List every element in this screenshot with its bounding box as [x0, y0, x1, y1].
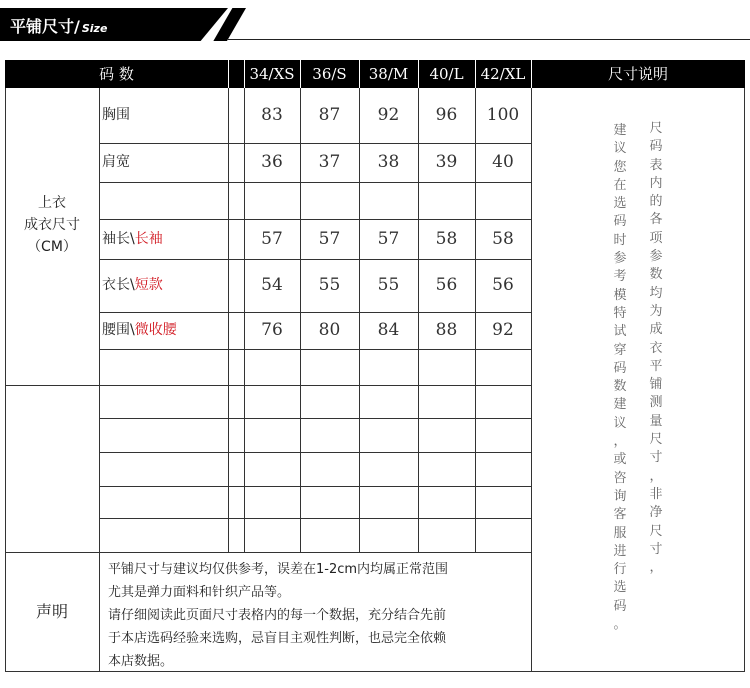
- note-char: 进: [613, 543, 627, 559]
- note-char: 您: [613, 159, 627, 175]
- note-char: 数: [613, 379, 627, 395]
- note-char: 测: [649, 395, 663, 411]
- size-value: [418, 182, 475, 219]
- size-value: 92: [492, 320, 514, 340]
- grid-hline: [99, 552, 531, 553]
- header-separator: [228, 60, 229, 88]
- size-value: 36: [261, 152, 283, 172]
- size-value: 100: [486, 105, 520, 125]
- section-label-line: 成衣尺寸: [24, 217, 80, 233]
- row-label-text: 腰围\: [102, 322, 135, 338]
- note-char: 参: [613, 251, 627, 267]
- size-value: 88: [435, 320, 458, 340]
- grid-vline: [99, 88, 100, 672]
- note-char: 议: [613, 415, 627, 431]
- size-header-3: 40/L: [429, 65, 464, 83]
- size-value: 55: [318, 275, 341, 295]
- row-label-text: 袖长\: [102, 231, 135, 247]
- note-char: 尺: [649, 121, 663, 136]
- note-char: 数: [649, 267, 663, 283]
- note-char: 客: [613, 507, 627, 523]
- row-label-text: 胸围: [102, 107, 130, 123]
- grid-hline: [99, 385, 531, 386]
- size-value: 57: [318, 229, 341, 249]
- size-value: 80: [318, 320, 341, 340]
- size-value: 84: [377, 320, 400, 340]
- grid-hline: [5, 385, 99, 386]
- row-label: [102, 143, 130, 182]
- note-char: 项: [649, 230, 663, 246]
- size-header-2: 38/M: [368, 65, 409, 83]
- size-value: 83: [261, 105, 283, 125]
- note-char: 铺: [649, 377, 663, 393]
- note-char: 码: [613, 598, 627, 614]
- note-char: 码: [613, 214, 627, 230]
- table-border-right: [744, 88, 745, 672]
- note-char: 码: [613, 360, 627, 376]
- header-title: 平铺尺寸/ Size: [10, 17, 108, 36]
- note-char: 尺: [649, 432, 663, 448]
- size-value: 58: [492, 229, 514, 249]
- note-char: 询: [613, 488, 627, 504]
- size-value: [359, 182, 418, 219]
- note-char: 的: [649, 194, 663, 210]
- note-char: 净: [649, 505, 663, 521]
- row-label-highlight: 短款: [134, 277, 163, 293]
- size-value: [244, 182, 300, 219]
- note-char: 尺: [649, 523, 663, 539]
- note-char: 寸: [649, 450, 663, 466]
- statement-line: 平铺尺寸与建议均仅供参考，误差在1-2cm内均属正常范围: [108, 562, 449, 577]
- code-header: 码 数: [99, 65, 134, 83]
- size-value: 37: [318, 152, 341, 172]
- row-label: [102, 312, 177, 349]
- size-value: 56: [435, 275, 458, 295]
- note-char: 内: [649, 175, 663, 191]
- note-header: 尺寸说明: [607, 65, 668, 83]
- note-char: 在: [613, 177, 627, 193]
- row-label: [102, 259, 163, 312]
- note-char: 寸: [649, 541, 663, 557]
- size-value: 57: [261, 229, 283, 249]
- note-char: 。: [613, 617, 627, 633]
- grid-hline: [99, 518, 531, 519]
- grid-hline: [99, 452, 531, 453]
- note-char: 量: [649, 413, 663, 429]
- note-char: 咨: [613, 470, 627, 486]
- note-char: 非: [649, 486, 663, 502]
- grid-hline: [99, 418, 531, 419]
- size-value: 54: [261, 275, 283, 295]
- note-char: 建: [613, 397, 627, 413]
- row-label-text: 衣长\: [102, 277, 135, 293]
- size-value: 55: [377, 275, 400, 295]
- note-char: 行: [613, 562, 627, 578]
- note-char: 考: [613, 269, 627, 285]
- size-value: 76: [261, 320, 283, 340]
- statement-line: 本店数据。: [108, 654, 174, 669]
- note-char: 选: [613, 580, 627, 596]
- statement-line: 请仔细阅读此页面尺寸表格内的每一个数据，充分结合先前: [108, 608, 447, 623]
- header-subtitle: Size: [81, 22, 108, 35]
- note-char: 选: [613, 196, 627, 212]
- size-value: 96: [435, 105, 458, 125]
- size-value: 92: [377, 105, 400, 125]
- statement-line: 尤其是弹力面料和针织产品等。: [108, 585, 291, 600]
- note-char: 或: [613, 452, 627, 468]
- note-column-2: [610, 122, 630, 634]
- row-label-highlight: 微收腰: [134, 322, 177, 338]
- size-value: 56: [492, 275, 514, 295]
- note-char: 成: [649, 322, 663, 338]
- note-char: ，: [613, 434, 627, 450]
- row-label: [102, 88, 130, 143]
- size-value: 58: [435, 229, 458, 249]
- note-char: 服: [613, 525, 627, 541]
- row-label-text: 肩宽: [102, 154, 130, 170]
- note-char: 码: [649, 139, 663, 155]
- size-value: 57: [377, 229, 400, 249]
- note-char: 衣: [649, 340, 663, 356]
- statement-line: 于本店选码经验来选购，忌盲目主观性判断，也忌完全依赖: [108, 631, 447, 646]
- note-column-1: [646, 120, 666, 577]
- note-char: 时: [613, 232, 627, 248]
- size-header-1: 36/S: [312, 65, 347, 83]
- note-char: 特: [613, 305, 627, 321]
- size-value: 87: [318, 105, 341, 125]
- note-char: 模: [613, 287, 627, 303]
- statement-label: 声明: [35, 602, 68, 621]
- grid-vline: [228, 88, 229, 552]
- note-char: 各: [649, 212, 663, 228]
- note-char: 表: [649, 157, 663, 173]
- header-underline: [228, 39, 750, 40]
- row-label: [102, 219, 163, 259]
- size-value: 40: [492, 152, 514, 172]
- note-char: 试: [613, 324, 627, 340]
- size-value: 38: [377, 152, 400, 172]
- note-char: 平: [649, 358, 663, 374]
- note-char: 建: [613, 123, 627, 138]
- grid-vline: [531, 88, 532, 672]
- note-char: 参: [649, 249, 663, 265]
- size-header-0: 34/XS: [249, 65, 295, 83]
- size-value: [475, 182, 531, 219]
- note-char: 议: [613, 141, 627, 157]
- note-char: 穿: [613, 342, 627, 358]
- note-char: ，: [649, 468, 663, 484]
- section-header: [0, 5, 750, 41]
- size-header-4: 42/XL: [480, 65, 526, 83]
- note-char: 均: [649, 285, 663, 301]
- note-char: 为: [649, 303, 663, 319]
- size-value: 39: [435, 152, 458, 172]
- size-value: [300, 182, 359, 219]
- row-label-highlight: 长袖: [134, 231, 163, 247]
- section-label-line: 上衣: [38, 195, 66, 211]
- grid-hline: [99, 486, 531, 487]
- section-label-line: （CM）: [27, 239, 77, 255]
- note-char: ，: [649, 560, 663, 576]
- grid-hline: [99, 349, 531, 350]
